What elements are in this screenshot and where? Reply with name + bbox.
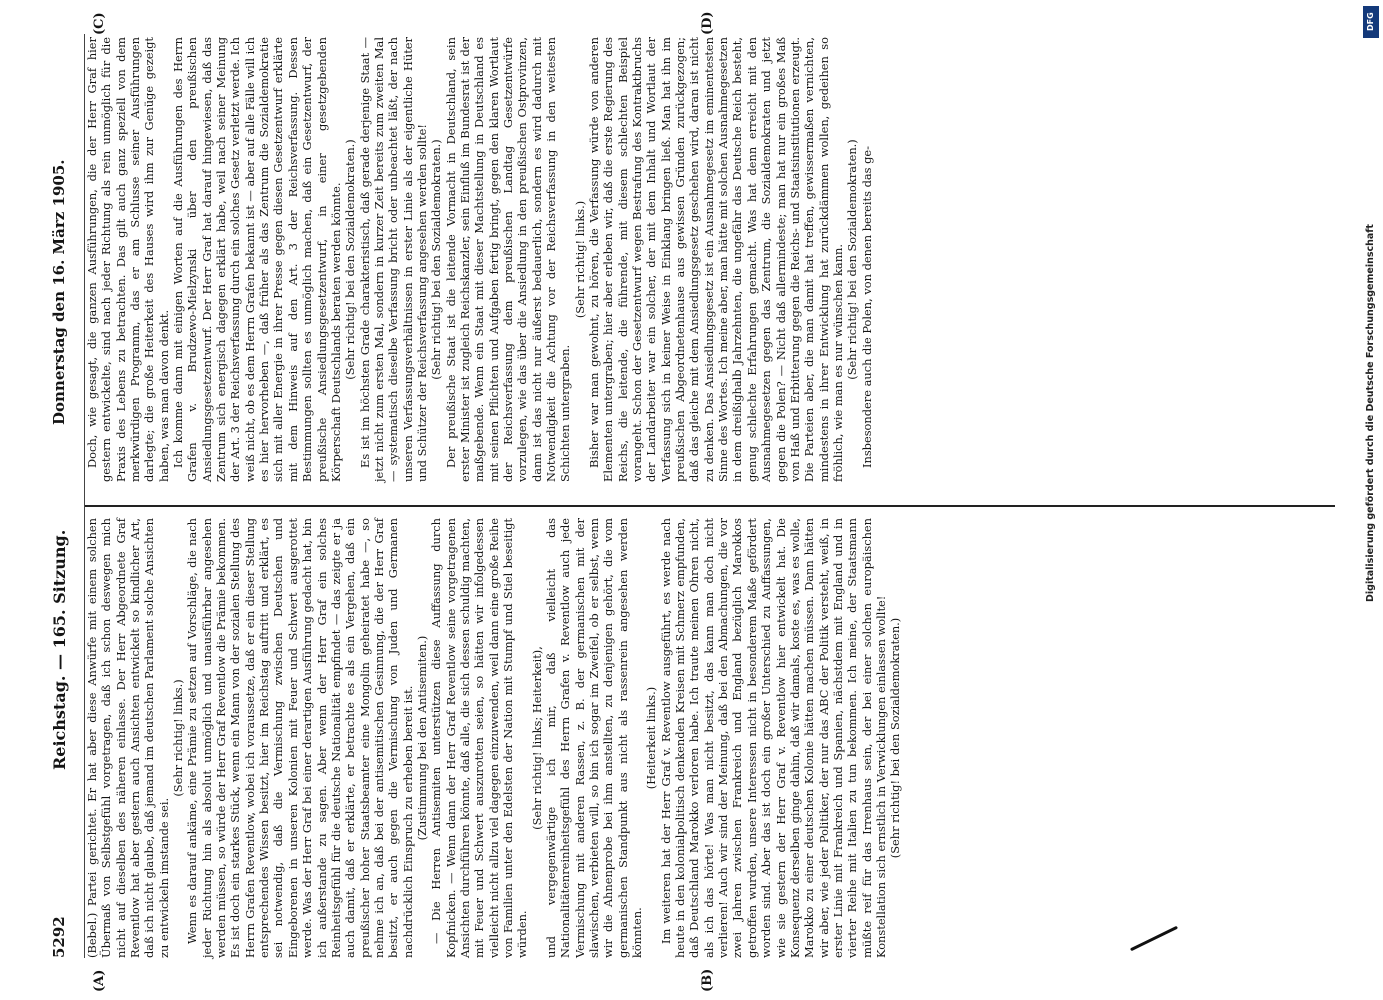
- interjection: (Sehr richtig! bei den Sozialdemokraten.): [343, 139, 358, 380]
- paragraph: Im weiteren hat der Herr Graf v. Reventlow ausgeführt, es werde nach heute in den kolonialpolitisch denkenden Kreisen mit Schmerz empfunden, daß Deutschland Marokko verloren habe. Ich traute meinen Ohren nicht, als ich das hörte! Was man nicht besitzt, das kann man doch nicht verlieren! Auch wir sind der Meinung, daß bei den Abmachungen, die vor zwei Jahren zwischen Frankreich und England bezüglich Marokkos getroffen wurden, unsere Interessen nicht in besonderem Maße gefördert worden sind. Aber das ist doch ein großer Unterschied zu Auffassungen, wie sie gestern der Herr Graf v. Reventlow hier entwickelt hat. Die Konsequenz derselben ginge dahin, daß wir damals, koste es, was es wolle, Marokko zu einer deutschen Kolonie hätten machen müssen. Dann hätten wir aber, wie jeder Politiker, der nur das ABC der Politik versteht, weiß, in erster Linie mit Frankreich und Spanien, nächstdem mit England und in vierter Reihe mit Italien zu tun bekommen. Ich meine, der Staatsmann müßte reif für das Irrenhaus sein, der bei einer solchen europäischen Konstellation sich ernstlich in Verwicklungen einlassen wollte!: [658, 518, 888, 958]
- margin-mark-b: (B): [700, 968, 715, 992]
- paragraph: Es ist im höchsten Grade charakteristisch, daß gerade derjenige Staat — jetzt nicht zum ersten Mal, sondern in kurzer Zeit bereits zum zweiten Mal — systematisch dieselbe Verfassung bricht oder unbeachtet läßt, der nach unseren Verfassungsverhältnissen in erster Linie als der eigentliche Hüter und Schützer der Reichsverfassung angesehen werden sollte!: [357, 37, 429, 482]
- digitization-credit: [1363, 6, 1379, 996]
- paragraph: und vergegenwärtige ich mir, daß vielleicht das Nationalitätenreinheitsgefühl des Herrn Grafen v. Reventlow auch jede Vermischung mit anderen Rassen, z. B. der germanischen mit der slawischen, verbieten will, so bin ich sogar im Zweifel, ob er selbst, wenn wir die Ahnenprobe bei ihm anstellten, zu denjenigen gehört, die vom germanischen Standpunkt aus nicht als rassenrein angesehen werden könnten.: [544, 518, 645, 958]
- margin-mark-c: (C): [92, 12, 107, 35]
- interjection: (Sehr richtig! bei den Sozialdemokraten.): [888, 617, 903, 859]
- interjection: (Sehr richtig! bei den Sozialdemokraten.): [845, 139, 860, 380]
- column-rule: [85, 505, 1335, 507]
- right-column: [85, 37, 874, 482]
- interjection: (Heiterkeit links.): [644, 686, 659, 790]
- paragraph: Wenn es darauf ankäme, eine Prämie zu setzen auf Vorschläge, die nach jeder Richtung hin als absolut unmöglich und unausführbar angesehen werden müssen, so würde der Herr Graf Reventlow die Prämie bekommen. Es ist doch ein starkes Stück, wenn ein Mann von der sozialen Stellung des Herrn Grafen Reventlow, wobei ich voraussetze, daß er ein dieser Stellung entsprechendes Wissen besitzt, hier im Reichstag auftritt und erklärt, es sei notwendig, daß die Vermischung zwischen Deutschen und Eingeborenen in unseren Kolonien mit Feuer und Schwert ausgerottet werde. Was der Herr Graf bei einer derartigen Ausführung gedacht hat, bin ich außerstande zu sagen. Aber wenn der Herr Graf ein solches Reinheitsgefühl für die deutsche Nationalität empfindet — das zeigte er ja auch damit, daß er erklärte, er betrachte es als ein Vergehen, daß ein preußischer hoher Staatsbeamter eine Mongolin geheiratet habe —, so nehme ich an, daß bei der antisemitischen Gesinnung, die der Herr Graf besitzt, er auch gegen die Vermischung von Juden und Germanen nachdrücklich Einspruch zu erheben bereit ist.: [185, 518, 415, 958]
- interjection: (Sehr richtig! links.): [572, 200, 587, 319]
- page-number: 5292: [50, 916, 68, 958]
- session-date: Donnerstag den 16. März 1905.: [50, 159, 68, 425]
- credit-text: Digitalisierung gefördert durch die Deutsche Forschungsgemeinschaft: [1365, 224, 1376, 602]
- paragraph: Der preußische Staat ist die leitende Vormacht in Deutschland, sein erster Minister ist zugleich Reichskanzler, sein Einfluß im Bundesrat ist der maßgebende. Wenn ein Staat mit dieser Machtstellung in Deutschland es mit seinen Pflichten und Aufgaben fertig bringt, gegen den klaren Wortlaut der Reichsverfassung dem preußischen Landtag Gesetzentwürfe vorzulegen, wie das über die Ansiedlung in den preußischen Ostprovinzen, dann ist das nicht nur äußerst bedauerlich, sondern es wird dadurch mit Notwendigkeit die Achtung vor der Reichsverfassung in den weitesten Schichten untergraben.: [443, 37, 573, 482]
- margin-mark-a: (A): [92, 969, 107, 992]
- interjection: (Sehr richtig! bei den Sozialdemokraten.): [429, 139, 444, 380]
- page-header: [50, 0, 80, 1000]
- paragraph: Ich komme dann mit einigen Worten auf die Ausführungen des Herrn Grafen v. Brudzewo-Mielzynski über den preußischen Ansiedlungsgesetzentwurf. Der Herr Graf hat darauf hingewiesen, daß das Zentrum sich energisch dagegen erklärt habe, weil nach seiner Meinung der Art. 3 der Reichsverfassung durch ein solches Gesetz verletzt werde. Ich weiß nicht, ob es dem Herrn Grafen bekannt ist — aber auf alle Fälle will ich es hier hervorheben —, daß früher als das Zentrum die Sozialdemokratie sich mit aller Energie in ihrer Presse gegen diesen Gesetzentwurf erklärte mit dem Hinweis auf den Art. 3 der Reichsverfassung. Dessen Bestimmungen sollten es unmöglich machen, daß ein Gesetzentwurf, der preußische Ansiedlungsgesetzentwurf, in einer gesetzgebenden Körperschaft Deutschlands beraten werden könnte.: [171, 37, 343, 482]
- paragraph: Bisher war man gewohnt, zu hören, die Verfassung würde von anderen Elementen untergraben; hier aber erleben wir, daß die erste Regierung des Reichs, die leitende, die führende, mit diesem schlechten Beispiel vorangeht. Schon der Gesetzentwurf wegen Bestrafung des Kontraktbruchs der Landarbeiter war ein solcher, der mit dem Inhalt und Wortlaut der Verfassung sich in keiner Weise in Einklang bringen ließ. Man hat ihn im preußischen Abgeordnetenhause aus gewissen Gründen zurückgezogen; daß das gleiche mit dem Ansiedlungsgesetz geschehen wird, daran ist nicht zu denken. Das Ansiedlungsgesetz ist ein Ausnahmegesetz im eminentesten Sinne des Wortes. Ich meine aber, man hätte mit solchen Ausnahmegesetzen in dem dreißighalb Jahrzehnten, die ungefähr das Deutsche Reich besteht, genug schlechte Erfahrungen gemacht. Was hat denn erreicht mit den Ausnahmegesetzen gegen das Zentrum, die Sozialdemokraten und jetzt gegen die Polen? — Nicht daß allermindeste; man hat nur ein großes Maß von Haß und Erbitterung gegen die Reichs- und Staatsinstitutionen erzeugt. Die Parteien aber, die man damit hat treffen, gewissermaßen vernichten, mindestens in ihrer Entwicklung hat zurückdämmen wollen, gedeihen so fröhlich, wie man es nur wünschen kann.: [587, 37, 845, 482]
- session-title: Reichstag. — 165. Sitzung.: [50, 529, 69, 770]
- dfg-logo-icon: DFG: [1363, 6, 1379, 38]
- pen-mark: [1130, 926, 1178, 951]
- paragraph: Insbesondere auch die Polen, von denen bereits das ge-: [859, 145, 874, 468]
- interjection: (Sehr richtig! links.): [171, 679, 186, 797]
- paragraph: Doch, wie gesagt, die ganzen Ausführungen, die der Herr Graf hier gestern entwickelte, sind nach jeder Richtung als rein unmöglich für die Praxis des Lebens zu betrachten. Das gilt auch ganz speziell von dem merkwürdigen Programm, das er am Schlusse seiner Ausführungen darlegte; die große Heiterkeit des Hauses wird ihm zur Genüge gezeigt haben, was man davon denkt.: [85, 37, 171, 482]
- paragraph: — Die Herren Antisemiten unterstützen diese Auffassung durch Kopfnicken. — Wenn dann der Herr Graf Reventlow seine vorgetragenen Ansichten durchführen könnte, daß alle, die sich dessen schuldig machten, mit Feuer und Schwert auszurotten seien, so hätten wir infolgedessen vielleicht nicht allzu viel dagegen einzuwenden, weil dann eine große Reihe von Familien unter den Edelsten der Nation mit Stumpf und Stiel beseitigt würden.: [429, 518, 530, 958]
- left-column: [85, 518, 903, 958]
- margin-mark-d: (D): [700, 11, 715, 35]
- paragraph: (Bebel.) Partei gerichtet. Er hat aber diese Anwürfe mit einem solchen Übermaß von Selbstgefühl vorgetragen, daß ich schon deswegen mich nicht auf dieselben des näheren einlasse. Der Herr Abgeordnete Graf Reventlow hat aber gestern auch Ansichten entwickelt so kindlicher Art, daß ich nicht glaube, daß jemand im deutschen Parlament solche Ansichten zu entwickeln imstande sei.: [85, 518, 171, 958]
- interjection: (Zustimmung bei den Antisemiten.): [414, 635, 429, 841]
- interjection: (Sehr richtig! links; Heiterkeit),: [529, 646, 544, 830]
